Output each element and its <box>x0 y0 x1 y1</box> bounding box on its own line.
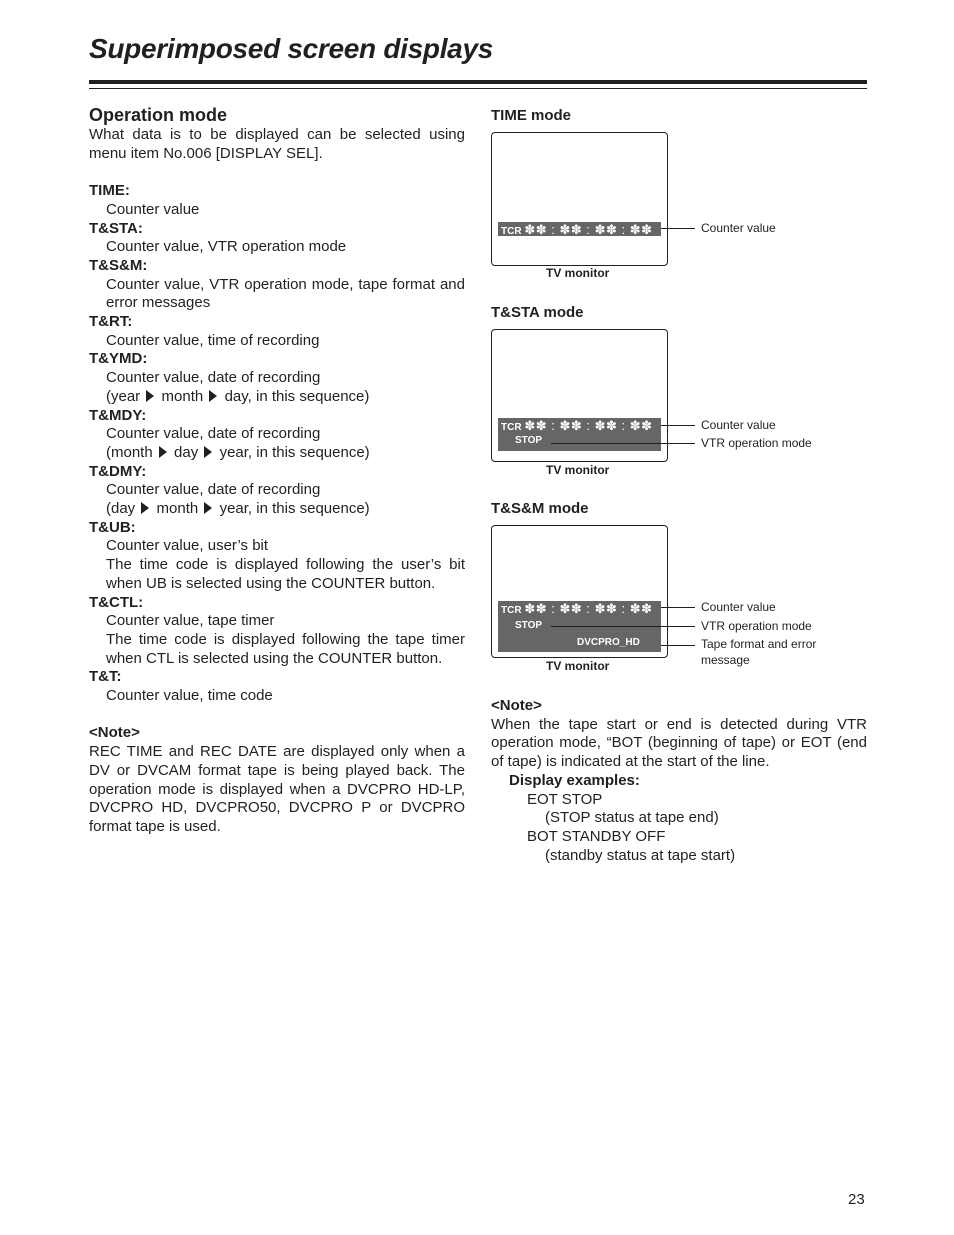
osd-stop: STOP <box>515 620 543 631</box>
page-number: 23 <box>848 1191 865 1208</box>
osd-format: DVCPRO_HD <box>577 637 640 648</box>
note-text: REC TIME and REC DATE are displayed only when a DV or DVCAM format tape is being played back. The operation mode is displayed when a DVCPRO HD-LP, DVCPRO HD, DVCPRO50, DVCPRO P or DVCPRO format tape is used. <box>89 743 465 835</box>
desc-tt: Counter value, time code <box>106 687 273 705</box>
desc-tymd: Counter value, date of recording <box>106 369 321 387</box>
term-time: TIME: <box>89 182 130 200</box>
osd-panel <box>498 418 661 451</box>
note-heading: <Note> <box>89 724 140 742</box>
arrow-right-icon <box>204 502 212 514</box>
tcr-label: TCR <box>501 226 522 237</box>
tv-monitor-label: TV monitor <box>546 659 610 673</box>
osd-stop: STOP <box>515 435 543 446</box>
note-text: When the tape start or end is detected during VTR operation mode, “BOT (beginning of tape) or EOT (end of tape) is indicated at the start of the line. <box>491 715 867 771</box>
seq-part: month <box>161 387 204 405</box>
note-heading: <Note> <box>491 697 542 714</box>
desc-tctl-2: The time code is displayed following the tape timer when CTL is selected using the COUNTER button. <box>106 630 465 667</box>
desc-tdmy: Counter value, date of recording <box>106 481 321 499</box>
term-tsm: T&S&M: <box>89 256 148 274</box>
tcr-label: TCR <box>501 605 522 616</box>
tv-monitor-label: TV monitor <box>546 266 610 280</box>
left-column <box>89 104 465 837</box>
title-rule-thin <box>89 88 867 89</box>
leader-line <box>661 228 695 229</box>
desc-tsm: Counter value, VTR operation mode, tape format and error messages <box>106 275 465 312</box>
term-tdmy: T&DMY: <box>89 462 147 480</box>
leader-line <box>661 645 695 646</box>
desc-trt: Counter value, time of recording <box>106 331 320 349</box>
seq-part: year, in this sequence) <box>219 443 370 461</box>
seq-part: (month <box>106 443 153 461</box>
osd-counter-line <box>501 418 653 434</box>
example-label: EOT STOP <box>527 790 603 808</box>
examples-heading: Display examples: <box>509 771 640 789</box>
term-tub: T&UB: <box>89 518 136 536</box>
desc-tub-1: Counter value, user’s bit <box>106 537 269 555</box>
term-trt: T&RT: <box>89 313 133 331</box>
term-tymd: T&YMD: <box>89 350 148 368</box>
title-rule-thick <box>89 80 867 84</box>
desc-tctl-1: Counter value, tape timer <box>106 612 275 630</box>
callout-counter-value: Counter value <box>701 600 776 614</box>
leader-line <box>551 443 695 444</box>
seq-part: month <box>156 500 199 518</box>
seq-part: year, in this sequence) <box>219 500 370 518</box>
seq-tmdy <box>89 444 465 463</box>
arrow-right-icon <box>209 390 217 402</box>
osd-panel <box>498 222 661 236</box>
page-title: Superimposed screen displays <box>89 33 493 64</box>
leader-line <box>661 607 695 608</box>
callout-tape-format: Tape format and error message <box>701 637 817 667</box>
arrow-right-icon <box>204 446 212 458</box>
callout-vtr-mode: VTR operation mode <box>701 436 812 450</box>
osd-counter-line <box>501 222 653 238</box>
seq-part: (day <box>106 500 136 518</box>
tv-monitor-label: TV monitor <box>546 463 610 477</box>
callout-counter-value: Counter value <box>701 221 776 235</box>
example-desc: (standby status at tape start) <box>545 846 736 864</box>
seq-part: day <box>174 443 199 461</box>
leader-line <box>661 425 695 426</box>
section-heading: Operation mode <box>89 105 228 125</box>
tv-monitor-tsm <box>491 525 668 658</box>
term-tsta: T&STA: <box>89 219 143 237</box>
term-tmdy: T&MDY: <box>89 406 147 424</box>
leader-line <box>551 626 695 627</box>
seq-part: day, in this sequence) <box>224 387 370 405</box>
tv-monitor-time <box>491 132 668 266</box>
tsm-mode-label: T&S&M mode <box>491 500 589 517</box>
term-tt: T&T: <box>89 668 122 686</box>
arrow-right-icon <box>141 502 149 514</box>
desc-tsta: Counter value, VTR operation mode <box>106 238 347 256</box>
tcr-label: TCR <box>501 422 522 433</box>
seq-tdmy <box>89 500 465 519</box>
term-tctl: T&CTL: <box>89 593 144 611</box>
arrow-right-icon <box>159 446 167 458</box>
callout-vtr-mode: VTR operation mode <box>701 619 812 633</box>
seq-tymd <box>89 388 465 407</box>
desc-tub-2: The time code is displayed following the user’s bit when UB is selected using the COUNTER button. <box>106 556 465 592</box>
tsta-mode-label: T&STA mode <box>491 304 584 321</box>
arrow-right-icon <box>146 390 154 402</box>
counter-digits: ✽✽ : ✽✽ : ✽✽ : ✽✽ <box>524 601 653 616</box>
counter-digits: ✽✽ : ✽✽ : ✽✽ : ✽✽ <box>524 418 653 433</box>
example-label: BOT STANDBY OFF <box>527 827 666 845</box>
time-mode-label: TIME mode <box>491 107 572 124</box>
callout-counter-value: Counter value <box>701 418 776 432</box>
example-desc: (STOP status at tape end) <box>545 809 719 827</box>
counter-digits: ✽✽ : ✽✽ : ✽✽ : ✽✽ <box>524 222 653 237</box>
right-note <box>491 697 867 865</box>
desc-tmdy: Counter value, date of recording <box>106 425 321 443</box>
osd-counter-line <box>501 601 653 617</box>
seq-part: (year <box>106 387 141 405</box>
intro-text: What data is to be displayed can be selected using menu item No.006 [DISPLAY SEL]. <box>89 126 465 162</box>
desc-time: Counter value <box>106 200 200 218</box>
